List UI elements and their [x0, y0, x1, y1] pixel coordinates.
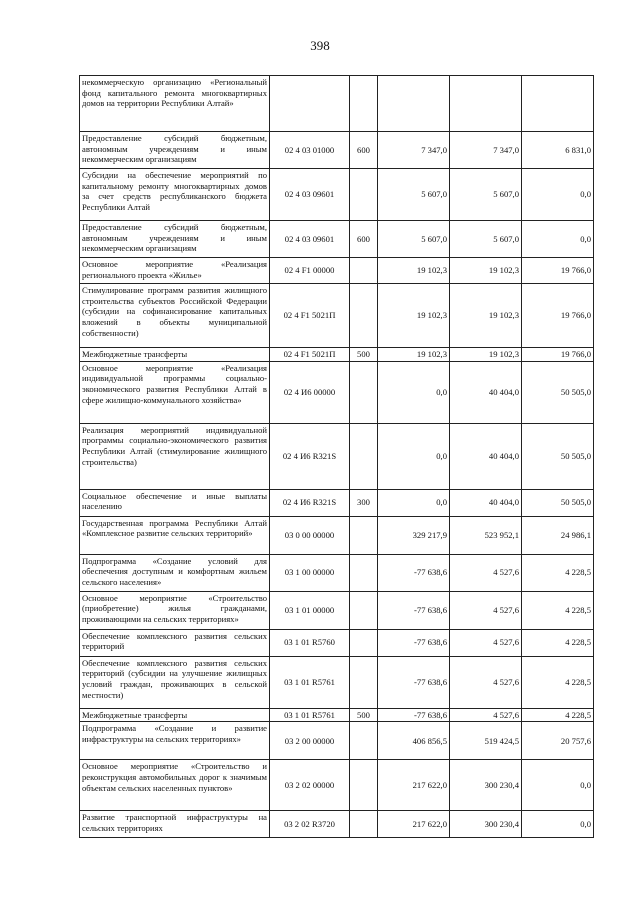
- cell-expense-type: [350, 554, 378, 591]
- cell-name: Реализация мероприятий индивидуальной программы социально-экономического развития Республики Алтай (стимулирование жилищного строительства): [80, 423, 270, 489]
- cell-expense-type: [350, 629, 378, 656]
- cell-name: Предоставление субсидий бюджетным, автономным учреждениям и иным некоммерческим организациям: [80, 221, 270, 258]
- cell-expense-type: 500: [350, 708, 378, 722]
- table-row: [80, 284, 594, 348]
- table-row: [80, 348, 594, 362]
- cell-amount-1: 19 102,3: [378, 258, 450, 284]
- cell-amount-2: 5 607,0: [450, 221, 522, 258]
- cell-amount-2: 4 527,6: [450, 656, 522, 708]
- cell-amount-3: 0,0: [522, 169, 594, 221]
- cell-expense-type: [350, 516, 378, 554]
- cell-target-code: 03 1 01 R5760: [270, 629, 350, 656]
- cell-amount-2: 40 404,0: [450, 361, 522, 423]
- table-row: [80, 221, 594, 258]
- table-row: [80, 361, 594, 423]
- table-row: [80, 489, 594, 516]
- cell-amount-3: 0,0: [522, 221, 594, 258]
- cell-target-code: 02 4 03 09601: [270, 169, 350, 221]
- cell-target-code: 02 4 03 01000: [270, 132, 350, 169]
- cell-amount-3: 19 766,0: [522, 348, 594, 362]
- cell-name: Основное мероприятие «Реализация индивидуальной программы социально-экономического развития Республики Алтай в сфере жилищно-коммунального хозяйства»: [80, 361, 270, 423]
- cell-amount-1: -77 638,6: [378, 629, 450, 656]
- cell-target-code: [270, 76, 350, 132]
- cell-amount-3: [522, 76, 594, 132]
- table-row: [80, 423, 594, 489]
- cell-amount-1: 0,0: [378, 423, 450, 489]
- cell-amount-3: 50 505,0: [522, 489, 594, 516]
- cell-expense-type: [350, 423, 378, 489]
- cell-expense-type: 600: [350, 132, 378, 169]
- cell-name: Стимулирование программ развития жилищного строительства субъектов Российской Федерации (субсидии на софинансирование капитальных вложений в объекты муниципальной собственности): [80, 284, 270, 348]
- cell-expense-type: [350, 811, 378, 838]
- cell-amount-1: 0,0: [378, 489, 450, 516]
- cell-expense-type: [350, 760, 378, 811]
- cell-amount-2: 519 424,5: [450, 722, 522, 760]
- cell-target-code: 03 1 00 00000: [270, 554, 350, 591]
- cell-amount-3: 4 228,5: [522, 708, 594, 722]
- cell-amount-1: [378, 76, 450, 132]
- cell-amount-3: 6 831,0: [522, 132, 594, 169]
- cell-name: Государственная программа Республики Алтай «Комплексное развитие сельских территорий»: [80, 516, 270, 554]
- cell-name: Подпрограмма «Создание условий для обеспечения доступным и комфортным жильем сельского населения»: [80, 554, 270, 591]
- cell-amount-1: 329 217,9: [378, 516, 450, 554]
- cell-amount-1: -77 638,6: [378, 708, 450, 722]
- table-row: [80, 169, 594, 221]
- table-row: [80, 760, 594, 811]
- cell-expense-type: [350, 591, 378, 629]
- cell-target-code: 03 1 01 R5761: [270, 708, 350, 722]
- cell-target-code: 03 1 01 00000: [270, 591, 350, 629]
- cell-amount-3: 19 766,0: [522, 258, 594, 284]
- cell-amount-2: 4 527,6: [450, 591, 522, 629]
- cell-name: Субсидии на обеспечение мероприятий по капитальному ремонту многоквартирных домов за счет средств республиканского бюджета Республики Алтай: [80, 169, 270, 221]
- cell-amount-3: 0,0: [522, 811, 594, 838]
- table-row: [80, 656, 594, 708]
- cell-name: Основное мероприятие «Строительство (приобретение) жилья гражданами, проживающими на сельских территориях»: [80, 591, 270, 629]
- cell-amount-1: 5 607,0: [378, 221, 450, 258]
- cell-amount-1: -77 638,6: [378, 591, 450, 629]
- cell-amount-3: 50 505,0: [522, 361, 594, 423]
- cell-expense-type: [350, 361, 378, 423]
- table-row: [80, 708, 594, 722]
- table-row: [80, 722, 594, 760]
- cell-expense-type: [350, 76, 378, 132]
- cell-expense-type: 600: [350, 221, 378, 258]
- cell-amount-2: 19 102,3: [450, 258, 522, 284]
- table-row: [80, 591, 594, 629]
- cell-name: Основное мероприятие «Реализация регионального проекта «Жилье»: [80, 258, 270, 284]
- cell-expense-type: [350, 284, 378, 348]
- table-row: [80, 132, 594, 169]
- cell-amount-2: 4 527,6: [450, 708, 522, 722]
- cell-name: Социальное обеспечение и иные выплаты населению: [80, 489, 270, 516]
- cell-target-code: 02 4 F1 5021П: [270, 284, 350, 348]
- table-row: [80, 76, 594, 132]
- cell-amount-2: 7 347,0: [450, 132, 522, 169]
- cell-target-code: 02 4 F1 00000: [270, 258, 350, 284]
- cell-amount-2: 300 230,4: [450, 811, 522, 838]
- cell-target-code: 02 4 И6 R321S: [270, 489, 350, 516]
- cell-amount-1: 5 607,0: [378, 169, 450, 221]
- cell-amount-2: [450, 76, 522, 132]
- cell-name: некоммерческую организацию «Региональный фонд капитального ремонта многоквартирных домов на территории Республики Алтай»: [80, 76, 270, 132]
- cell-amount-2: 4 527,6: [450, 629, 522, 656]
- cell-amount-2: 4 527,6: [450, 554, 522, 591]
- cell-amount-3: 4 228,5: [522, 591, 594, 629]
- cell-amount-3: 19 766,0: [522, 284, 594, 348]
- cell-amount-1: 7 347,0: [378, 132, 450, 169]
- cell-name: Межбюджетные трансферты: [80, 348, 270, 362]
- cell-expense-type: [350, 169, 378, 221]
- cell-name: Обеспечение комплексного развития сельских территорий: [80, 629, 270, 656]
- cell-target-code: 02 4 И6 R321S: [270, 423, 350, 489]
- page-number: 398: [310, 38, 330, 53]
- cell-amount-1: 19 102,3: [378, 284, 450, 348]
- cell-expense-type: [350, 656, 378, 708]
- cell-amount-2: 523 952,1: [450, 516, 522, 554]
- cell-amount-3: 4 228,5: [522, 629, 594, 656]
- cell-amount-3: 50 505,0: [522, 423, 594, 489]
- table-row: [80, 629, 594, 656]
- cell-target-code: 02 4 03 09601: [270, 221, 350, 258]
- cell-amount-2: 19 102,3: [450, 348, 522, 362]
- cell-name: Обеспечение комплексного развития сельских территорий (субсидии на улучшение жилищных условий граждан, проживающих в сельской местности): [80, 656, 270, 708]
- cell-target-code: 03 2 02 00000: [270, 760, 350, 811]
- cell-amount-1: -77 638,6: [378, 656, 450, 708]
- table-row: [80, 516, 594, 554]
- cell-amount-1: 217 622,0: [378, 811, 450, 838]
- cell-amount-3: 24 986,1: [522, 516, 594, 554]
- budget-table-body: [80, 76, 594, 838]
- cell-amount-1: 0,0: [378, 361, 450, 423]
- cell-amount-3: 4 228,5: [522, 656, 594, 708]
- cell-amount-1: 217 622,0: [378, 760, 450, 811]
- cell-expense-type: 500: [350, 348, 378, 362]
- budget-table: [79, 75, 594, 838]
- cell-amount-1: 19 102,3: [378, 348, 450, 362]
- cell-name: Межбюджетные трансферты: [80, 708, 270, 722]
- cell-amount-3: 4 228,5: [522, 554, 594, 591]
- cell-amount-2: 5 607,0: [450, 169, 522, 221]
- cell-target-code: 02 4 И6 00000: [270, 361, 350, 423]
- cell-target-code: 02 4 F1 5021П: [270, 348, 350, 362]
- cell-expense-type: [350, 722, 378, 760]
- cell-target-code: 03 2 02 R3720: [270, 811, 350, 838]
- cell-name: Подпрограмма «Создание и развитие инфраструктуры на сельских территориях»: [80, 722, 270, 760]
- cell-expense-type: 300: [350, 489, 378, 516]
- cell-name: Развитие транспортной инфраструктуры на сельских территориях: [80, 811, 270, 838]
- cell-amount-1: 406 856,5: [378, 722, 450, 760]
- cell-amount-3: 0,0: [522, 760, 594, 811]
- cell-amount-3: 20 757,6: [522, 722, 594, 760]
- cell-amount-1: -77 638,6: [378, 554, 450, 591]
- cell-expense-type: [350, 258, 378, 284]
- table-row: [80, 258, 594, 284]
- cell-amount-2: 40 404,0: [450, 489, 522, 516]
- cell-target-code: 03 1 01 R5761: [270, 656, 350, 708]
- cell-amount-2: 40 404,0: [450, 423, 522, 489]
- cell-target-code: 03 2 00 00000: [270, 722, 350, 760]
- cell-name: Предоставление субсидий бюджетным, автономным учреждениям и иным некоммерческим организациям: [80, 132, 270, 169]
- cell-amount-2: 300 230,4: [450, 760, 522, 811]
- cell-name: Основное мероприятие «Строительство и реконструкция автомобильных дорог к значимым объектам сельских населенных пунктов»: [80, 760, 270, 811]
- cell-target-code: 03 0 00 00000: [270, 516, 350, 554]
- table-row: [80, 554, 594, 591]
- table-row: [80, 811, 594, 838]
- cell-amount-2: 19 102,3: [450, 284, 522, 348]
